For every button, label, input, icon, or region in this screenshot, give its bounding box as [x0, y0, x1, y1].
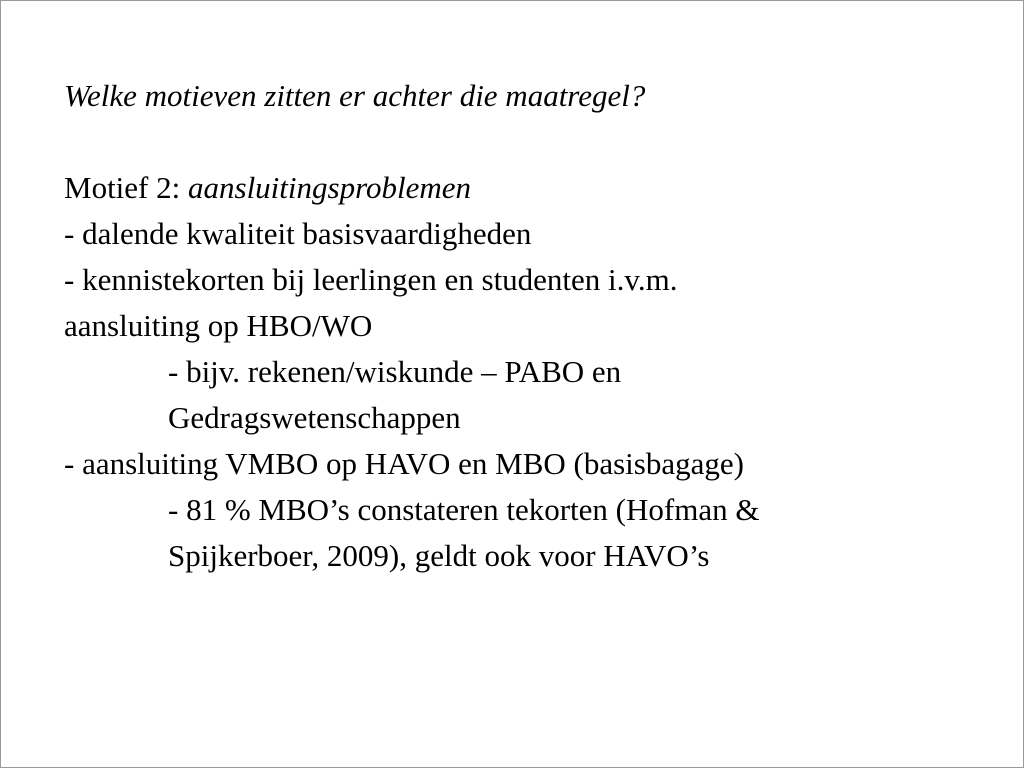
- bullet-line: - kennistekorten bij leerlingen en studenten i.v.m.: [64, 262, 678, 297]
- sub-bullet-continuation: Spijkerboer, 2009), geldt ook voor HAVO’s: [168, 538, 710, 573]
- blank-line: [64, 119, 964, 165]
- sub-bullet-line: - 81 % MBO’s constateren tekorten (Hofman &: [168, 492, 760, 527]
- bullet-line: - dalende kwaliteit basisvaardigheden: [64, 216, 532, 251]
- motive-title: aansluitingsproblemen: [188, 170, 472, 205]
- bullet-line: - aansluiting VMBO op HAVO en MBO (basisbagage): [64, 446, 744, 481]
- bullet-continuation: aansluiting op HBO/WO: [64, 308, 373, 343]
- sub-bullet-continuation: Gedragswetenschappen: [168, 400, 461, 435]
- slide-content: [64, 73, 964, 579]
- slide-question: Welke motieven zitten er achter die maatregel?: [64, 78, 646, 113]
- motive-label: Motief 2:: [64, 170, 188, 205]
- motive-heading: [64, 165, 964, 211]
- sub-bullet-line: - bijv. rekenen/wiskunde – PABO en: [168, 354, 622, 389]
